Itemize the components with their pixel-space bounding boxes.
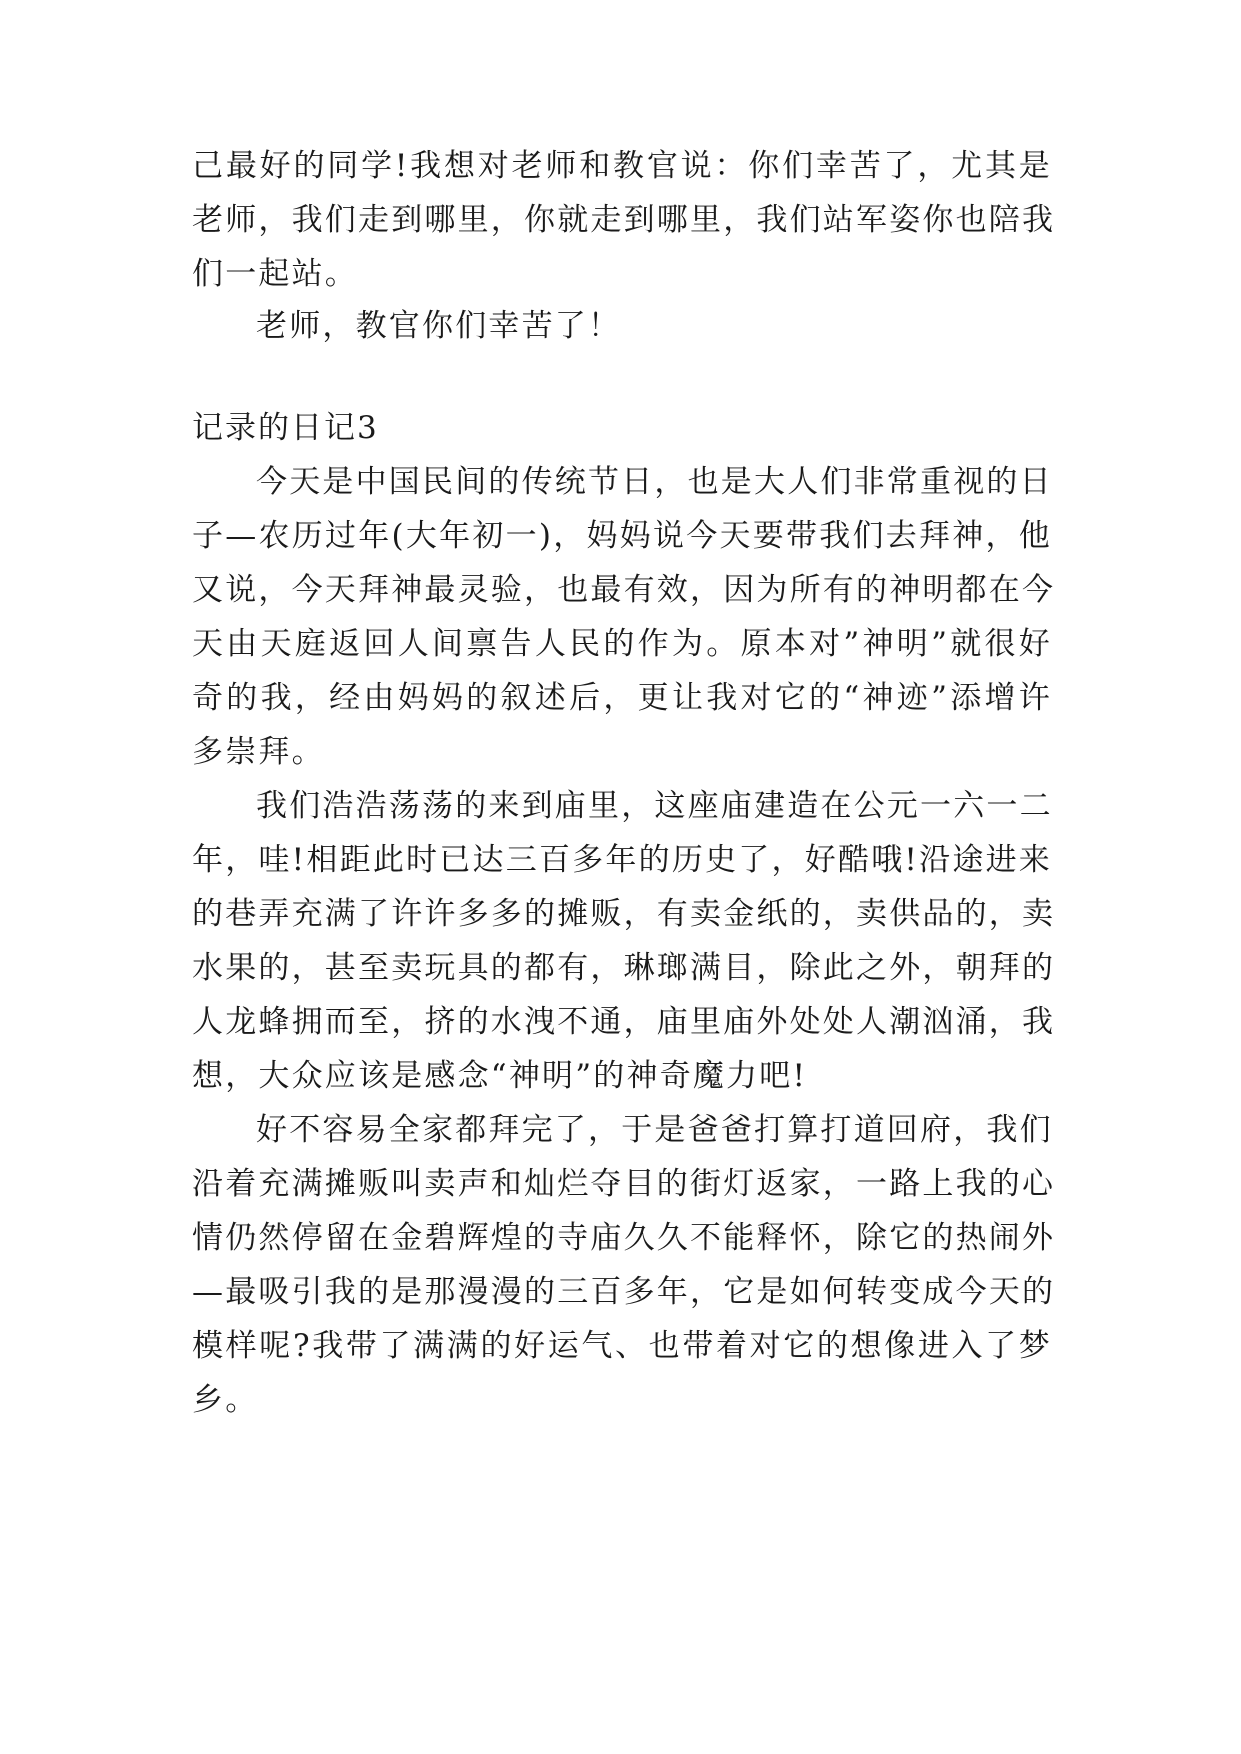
text-line: —最吸引我的是那漫漫的三百多年，它是如何转变成今天的 bbox=[192, 1274, 1056, 1310]
text-line: 水果的，甚至卖玩具的都有，琳瑯满目，除此之外，朝拜的 bbox=[192, 950, 1056, 986]
text-line: 们一起站。 bbox=[192, 256, 358, 292]
text-line: 沿着充满摊贩叫卖声和灿烂夺目的街灯返家，一路上我的心 bbox=[192, 1166, 1056, 1202]
text-line: 今天是中国民间的传统节日，也是大人们非常重视的日 bbox=[256, 464, 1053, 500]
text-line: 己最好的同学!我想对老师和教官说：你们幸苦了，尤其是 bbox=[192, 148, 1052, 184]
text-line: 好不容易全家都拜完了，于是爸爸打算打道回府，我们 bbox=[256, 1112, 1053, 1148]
text-line: 模样呢?我带了满满的好运气、也带着对它的想像进入了梦 bbox=[192, 1328, 1052, 1364]
text-line: 天由天庭返回人间禀告人民的作为。原本对”神明”就很好 bbox=[192, 626, 1052, 662]
text-line: 的巷弄充满了许许多多的摊贩，有卖金纸的，卖供品的，卖 bbox=[192, 896, 1056, 932]
text-line: 又说，今天拜神最灵验，也最有效，因为所有的神明都在今 bbox=[192, 572, 1056, 608]
text-line: 奇的我，经由妈妈的叙述后，更让我对它的“神迹”添增许 bbox=[192, 680, 1052, 716]
text-line: 情仍然停留在金碧辉煌的寺庙久久不能释怀，除它的热闹外 bbox=[192, 1220, 1056, 1256]
text-line: 年，哇!相距此时已达三百多年的历史了，好酷哦!沿途进来 bbox=[192, 842, 1052, 878]
text-line: 老师，我们走到哪里，你就走到哪里，我们站军姿你也陪我 bbox=[192, 202, 1056, 238]
text-line: 人龙蜂拥而至，挤的水洩不通，庙里庙外处处人潮汹涌，我 bbox=[192, 1004, 1056, 1040]
section-heading: 记录的日记3 bbox=[192, 410, 379, 446]
text-line: 多崇拜。 bbox=[192, 734, 325, 770]
text-line: 想，大众应该是感念“神明”的神奇魔力吧! bbox=[192, 1058, 808, 1094]
text-line: 老师，教官你们幸苦了！ bbox=[256, 308, 622, 344]
text-line: 我们浩浩荡荡的来到庙里，这座庙建造在公元一六一二 bbox=[256, 788, 1053, 824]
text-line: 子—农历过年(大年初一)，妈妈说今天要带我们去拜神，他 bbox=[192, 518, 1052, 554]
text-line: 乡。 bbox=[192, 1382, 259, 1418]
